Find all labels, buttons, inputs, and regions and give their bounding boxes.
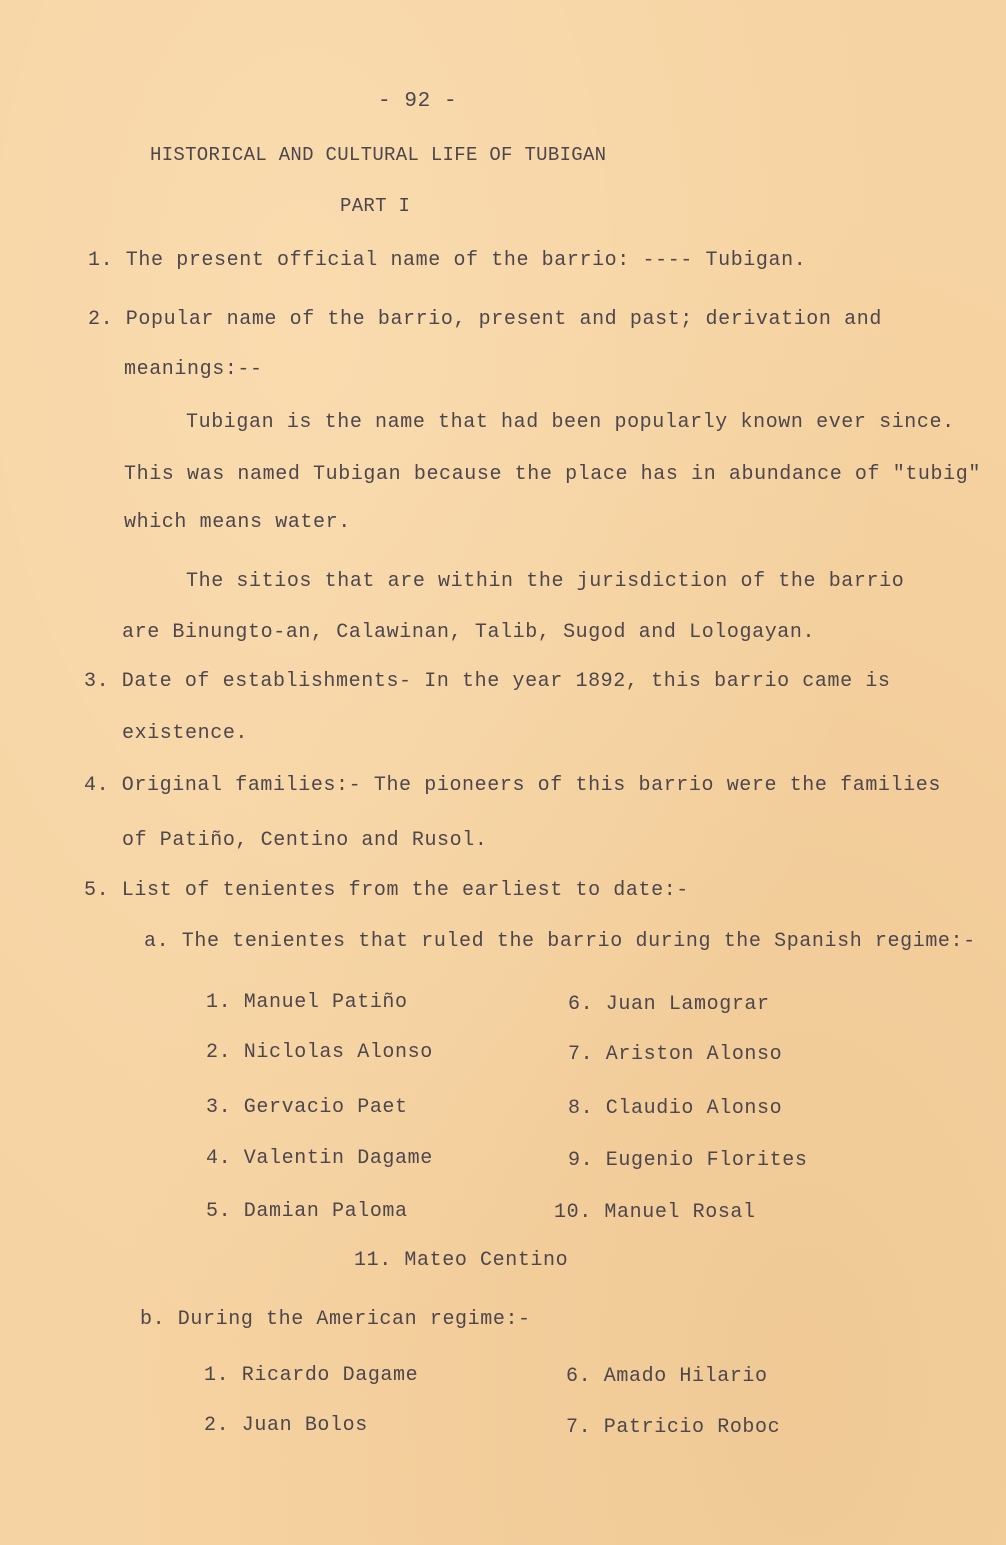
document-title: HISTORICAL AND CULTURAL LIFE OF TUBIGAN (150, 144, 607, 166)
item-2-line-2: meanings:-- (124, 358, 263, 381)
item-3-line-1: 3. Date of establishments- In the year 1892, this barrio came is (84, 670, 891, 693)
spanish-teniente: 8. Claudio Alonso (568, 1097, 783, 1120)
american-teniente: 7. Patricio Roboc (566, 1416, 781, 1439)
american-regime-heading: b. During the American regime:- (140, 1308, 531, 1331)
spanish-teniente: 2. Niclolas Alonso (206, 1041, 433, 1064)
spanish-teniente: 6. Juan Lamograr (568, 993, 770, 1016)
spanish-teniente: 9. Eugenio Florites (568, 1149, 808, 1172)
item-1: 1. The present official name of the barrio: ---- Tubigan. (88, 249, 807, 272)
item-4-line-1: 4. Original families:- The pioneers of this barrio were the families (84, 774, 941, 797)
item-2-para-1-line-3: which means water. (124, 511, 351, 534)
spanish-teniente: 5. Damian Paloma (206, 1200, 408, 1223)
spanish-teniente: 10. Manuel Rosal (554, 1201, 756, 1224)
item-2-para-1-line-2: This was named Tubigan because the place has in abundance of "tubig" (124, 463, 981, 486)
american-teniente: 2. Juan Bolos (204, 1414, 368, 1437)
page-number: - 92 - (378, 90, 458, 113)
spanish-teniente: 7. Ariston Alonso (568, 1043, 783, 1066)
american-teniente: 6. Amado Hilario (566, 1365, 768, 1388)
spanish-teniente: 1. Manuel Patiño (206, 991, 408, 1014)
item-2-para-1-line-1: Tubigan is the name that had been popularly known ever since. (186, 411, 955, 434)
spanish-regime-heading: a. The tenientes that ruled the barrio during the Spanish regime:- (144, 930, 976, 953)
item-3-line-2: existence. (122, 722, 249, 745)
item-2-para-2-line-1: The sitios that are within the jurisdiction of the barrio (186, 570, 905, 593)
american-teniente: 1. Ricardo Dagame (204, 1364, 419, 1387)
item-2-line-1: 2. Popular name of the barrio, present and past; derivation and (88, 308, 882, 331)
spanish-teniente: 3. Gervacio Paet (206, 1096, 408, 1119)
item-2-para-2-line-2: are Binungto-an, Calawinan, Talib, Sugod and Lologayan. (122, 621, 816, 644)
part-heading: PART I (340, 195, 411, 217)
item-4-line-2: of Patiño, Centino and Rusol. (122, 829, 488, 852)
spanish-teniente: 4. Valentin Dagame (206, 1147, 433, 1170)
spanish-teniente: 11. Mateo Centino (354, 1249, 569, 1272)
item-5-heading: 5. List of tenientes from the earliest to date:- (84, 879, 689, 902)
